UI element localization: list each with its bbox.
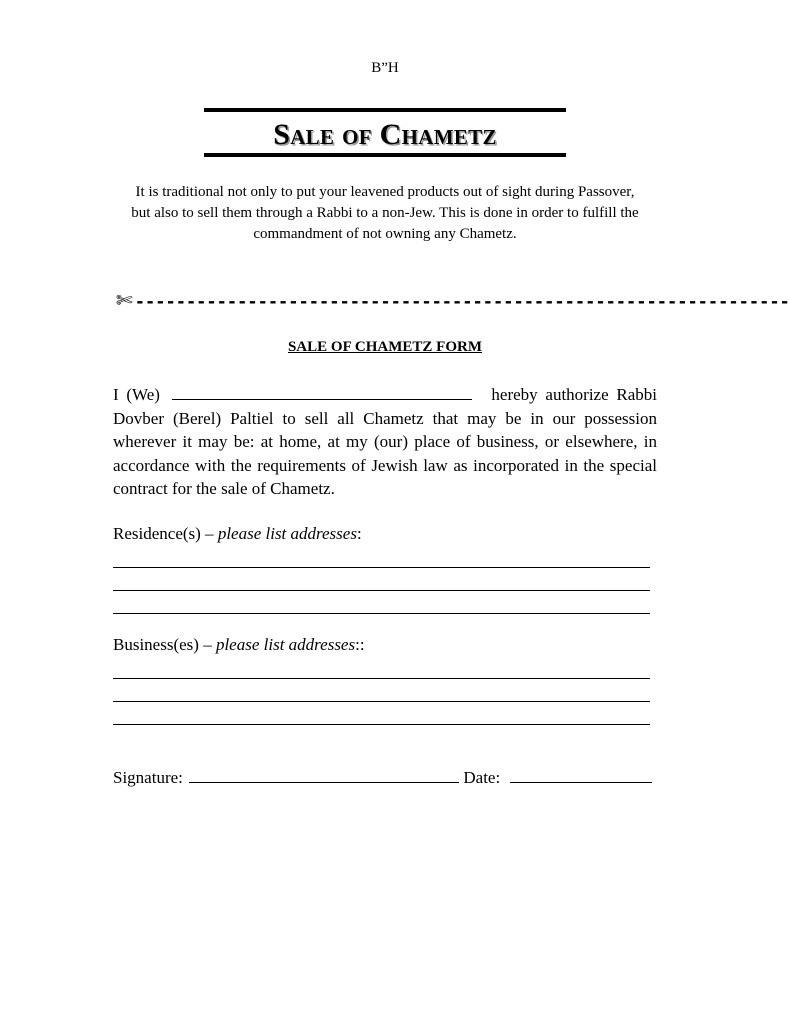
business-address-line-1[interactable] bbox=[113, 656, 650, 679]
signature-field[interactable] bbox=[189, 768, 459, 783]
title-top-rule bbox=[204, 108, 566, 112]
residence-address-line-3[interactable] bbox=[113, 591, 650, 614]
residence-label: Residence(s) – please list addresses: bbox=[113, 524, 362, 543]
title-block bbox=[204, 108, 566, 158]
name-field[interactable] bbox=[172, 385, 472, 400]
residence-hint: please list addresses bbox=[217, 524, 357, 543]
residence-address-line-2[interactable] bbox=[113, 568, 650, 591]
business-address-line-3[interactable] bbox=[113, 702, 650, 725]
business-label: Business(es) – please list addresses:: bbox=[113, 635, 365, 654]
signature-row bbox=[113, 768, 658, 788]
signature-label: Signature: bbox=[113, 768, 183, 787]
business-hint: please list addresses bbox=[215, 635, 356, 654]
bh-header: B”H bbox=[371, 60, 399, 76]
residence-lines bbox=[113, 545, 650, 614]
intro-line-2: but also to sell them through a Rabbi to a non-Jew. This is done in order to fulfill the commandment of not owning any Chametz. bbox=[131, 205, 639, 242]
authorization-paragraph bbox=[113, 383, 657, 501]
business-address-line-2[interactable] bbox=[113, 679, 650, 702]
authorize-text: hereby authorize Rabbi Dovber (Berel) Paltiel to sell all Chametz that may be in our possession wherever it may be: at home, at my (our) place of business, or elsewhere, in accordance with the requirements of Jewish law as incorporated in the special contract for the sale of Chametz. bbox=[113, 385, 657, 498]
cut-line bbox=[116, 288, 790, 314]
cut-dashes: ---------------------------------------------------------------- bbox=[134, 292, 790, 312]
date-field[interactable] bbox=[510, 768, 652, 783]
date-label: Date: bbox=[463, 768, 501, 787]
scissors-icon: ✄ bbox=[116, 288, 133, 312]
residence-address-line-1[interactable] bbox=[113, 545, 650, 568]
authorize-prefix: I (We) bbox=[113, 385, 160, 404]
business-lines bbox=[113, 656, 650, 725]
intro-paragraph bbox=[110, 182, 660, 245]
page-title: Sale of Chametz bbox=[273, 118, 497, 151]
intro-line-1: It is traditional not only to put your leavened products out of sight during Passover, bbox=[135, 184, 635, 200]
title-bottom-rule bbox=[204, 153, 566, 157]
form-title: SALE OF CHAMETZ FORM bbox=[287, 339, 483, 355]
